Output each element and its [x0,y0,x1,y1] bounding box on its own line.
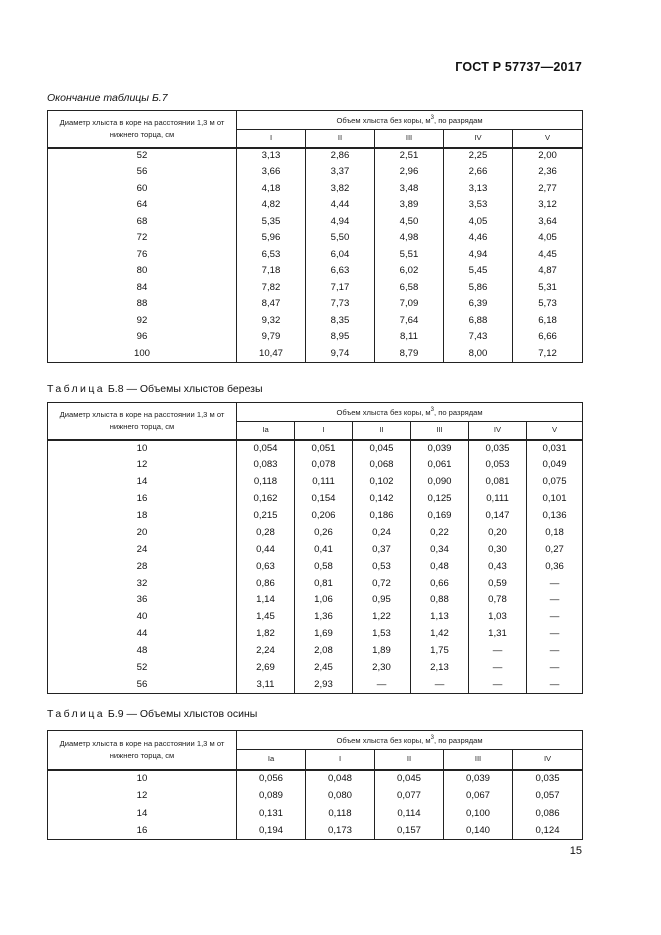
diameter-cell: 16 [48,490,237,507]
volume-cell: 4,94 [444,247,513,264]
volume-cell: 4,50 [375,214,444,231]
diameter-cell: 48 [48,643,237,660]
volume-cell: 0,124 [513,822,583,840]
table-row [48,592,583,609]
diameter-cell: 40 [48,609,237,626]
grade-column-header: I [237,130,306,148]
volume-cell: 0,186 [353,507,411,524]
volume-cell: 0,131 [237,805,306,823]
volume-cell: 1,75 [411,643,469,660]
diameter-cell: 88 [48,296,237,313]
volume-header-text: Объем хлыста без коры, м [336,116,431,126]
table-b8-caption [47,383,263,395]
volume-cell: 9,74 [306,346,375,363]
volume-cell: 7,64 [375,313,444,330]
volume-cell: 1,53 [353,626,411,643]
volume-header-suffix: , по разрядам [433,408,483,418]
volume-cell: 0,056 [237,770,306,788]
volume-cell: 2,24 [237,643,295,660]
volume-cell: 0,28 [237,524,295,541]
diameter-cell: 76 [48,247,237,264]
volume-cell: 1,06 [295,592,353,609]
volume-cell: 0,035 [469,440,527,457]
volume-cell: 1,42 [411,626,469,643]
table-b9-caption-label: Таблица [47,708,105,720]
table-row [48,296,583,313]
volume-header-suffix: , по разрядам [433,736,483,746]
volume-cell: 0,057 [513,787,583,805]
volume-cell: 6,53 [237,247,306,264]
grade-column-header: II [375,750,444,770]
table-row [48,609,583,626]
volume-cell: 0,089 [237,787,306,805]
volume-cell: 7,18 [237,263,306,280]
volume-cell: 0,086 [513,805,583,823]
volume-cell: 0,41 [295,541,353,558]
volume-cell: 0,140 [444,822,513,840]
volume-cell: 1,36 [295,609,353,626]
volume-cell: 3,89 [375,197,444,214]
volume-cell: 1,13 [411,609,469,626]
volume-cell: 5,51 [375,247,444,264]
volume-cell: 3,66 [237,164,306,181]
volume-cell: 6,58 [375,280,444,297]
volume-cell: 5,86 [444,280,513,297]
table-row [48,230,583,247]
volume-cell: 6,39 [444,296,513,313]
volume-cell: 2,08 [295,643,353,660]
volume-cell: 0,59 [469,575,527,592]
diameter-cell: 20 [48,524,237,541]
grade-column-header: II [306,130,375,148]
volume-cell: 0,36 [527,558,583,575]
volume-cell: 0,067 [444,787,513,805]
document-standard-number: ГОСТ Р 57737—2017 [455,60,582,74]
table-row [48,440,583,457]
volume-cell: 4,94 [306,214,375,231]
table-b8-caption-title: Б.8 — Объемы хлыстов березы [104,383,263,395]
volume-cell: 0,111 [295,473,353,490]
table-row [48,643,583,660]
diameter-cell: 10 [48,770,237,788]
grade-column-header: Ia [237,422,295,440]
diameter-cell: 84 [48,280,237,297]
volume-cell: 0,048 [306,770,375,788]
volume-cell: 2,30 [353,659,411,676]
volume-cell: 4,82 [237,197,306,214]
grade-column-header: III [444,750,513,770]
volume-cell: 3,53 [444,197,513,214]
volume-cell: 8,79 [375,346,444,363]
volume-cell: 10,47 [237,346,306,363]
volume-cell: 3,37 [306,164,375,181]
diameter-cell: 80 [48,263,237,280]
table-row [48,676,583,693]
table-row [48,263,583,280]
volume-cell: 5,31 [513,280,583,297]
volume-cell: 2,25 [444,148,513,165]
volume-cell: 0,118 [306,805,375,823]
volume-cell: 0,147 [469,507,527,524]
volume-cell: — [527,575,583,592]
table-row [48,541,583,558]
volume-cell: 0,035 [513,770,583,788]
volume-cell: 0,43 [469,558,527,575]
volume-cell: 8,47 [237,296,306,313]
diameter-cell: 56 [48,164,237,181]
grade-column-header: II [353,422,411,440]
volume-cell: 8,95 [306,329,375,346]
table-row [48,770,583,788]
volume-cell: 0,081 [469,473,527,490]
volume-cell: 0,154 [295,490,353,507]
diameter-cell: 28 [48,558,237,575]
diameter-column-header: Диаметр хлыста в коре на расстоянии 1,3 м от нижнего торца, см [48,111,237,148]
volume-cell: 6,63 [306,263,375,280]
volume-cell: 0,061 [411,456,469,473]
volume-cell: 0,27 [527,541,583,558]
volume-cell: 7,73 [306,296,375,313]
volume-cell: — [411,676,469,693]
volume-header-suffix: , по разрядам [433,116,483,126]
table-row [48,181,583,198]
volume-cell: — [527,626,583,643]
volume-header-unit-exponent: 3 [430,115,434,122]
diameter-cell: 52 [48,148,237,165]
diameter-cell: 14 [48,473,237,490]
grade-column-header: IV [469,422,527,440]
volume-cell: 1,14 [237,592,295,609]
diameter-cell: 92 [48,313,237,330]
volume-cell: 0,045 [353,440,411,457]
table-row [48,456,583,473]
volume-header-text: Объем хлыста без коры, м [336,736,431,746]
table-b8-caption-label: Таблица [47,383,105,395]
volume-cell: — [527,592,583,609]
table-row [48,507,583,524]
volume-cell: 8,00 [444,346,513,363]
volume-cell: 2,51 [375,148,444,165]
page-number: 15 [569,845,582,857]
diameter-cell: 24 [48,541,237,558]
volume-cell: 3,82 [306,181,375,198]
volume-cell: — [527,659,583,676]
volume-cell: 0,88 [411,592,469,609]
volume-cell: 4,18 [237,181,306,198]
table-row [48,787,583,805]
volume-cell: — [353,676,411,693]
volume-cell: 0,118 [237,473,295,490]
volume-cell: 5,35 [237,214,306,231]
volume-cell: 0,111 [469,490,527,507]
volume-cell: 4,05 [513,230,583,247]
volume-cell: 2,13 [411,659,469,676]
volume-cell: 5,73 [513,296,583,313]
volume-cell: 0,22 [411,524,469,541]
volume-cell: 1,45 [237,609,295,626]
volume-cell: 6,18 [513,313,583,330]
volume-cell: 0,102 [353,473,411,490]
volume-cell: 4,46 [444,230,513,247]
volume-cell: 4,87 [513,263,583,280]
table-row [48,313,583,330]
table-row [48,197,583,214]
volume-cell: 2,36 [513,164,583,181]
volume-cell: 7,17 [306,280,375,297]
volume-cell: 0,53 [353,558,411,575]
volume-cell: 0,051 [295,440,353,457]
volume-cell: 5,96 [237,230,306,247]
volume-cell: — [469,659,527,676]
volume-cell: 6,04 [306,247,375,264]
volume-cell: 0,63 [237,558,295,575]
table-row [48,626,583,643]
volume-cell: 0,86 [237,575,295,592]
volume-cell: 1,03 [469,609,527,626]
volume-cell: 0,194 [237,822,306,840]
volume-cell: — [527,643,583,660]
volume-cell: 0,78 [469,592,527,609]
volume-cell: 0,054 [237,440,295,457]
volume-cell: 2,66 [444,164,513,181]
diameter-cell: 44 [48,626,237,643]
table-row [48,164,583,181]
volume-cell: 0,48 [411,558,469,575]
diameter-cell: 68 [48,214,237,231]
diameter-cell: 56 [48,676,237,693]
diameter-cell: 100 [48,346,237,363]
diameter-cell: 14 [48,805,237,823]
volume-cell: 6,02 [375,263,444,280]
volume-cell: 0,30 [469,541,527,558]
table-row [48,346,583,363]
volume-cell: 0,142 [353,490,411,507]
table-b7-caption: Окончание таблицы Б.7 [47,92,168,104]
volume-column-header [237,403,583,422]
volume-cell: 0,031 [527,440,583,457]
table-row [48,659,583,676]
volume-cell: 1,22 [353,609,411,626]
volume-cell: 0,37 [353,541,411,558]
volume-cell: 0,58 [295,558,353,575]
volume-cell: 0,068 [353,456,411,473]
volume-cell: 7,82 [237,280,306,297]
table-row [48,473,583,490]
volume-cell: 2,86 [306,148,375,165]
volume-cell: 0,049 [527,456,583,473]
volume-cell: 1,89 [353,643,411,660]
volume-cell: 2,45 [295,659,353,676]
volume-cell: 0,080 [306,787,375,805]
volume-cell: 6,88 [444,313,513,330]
volume-cell: — [527,609,583,626]
table-row [48,524,583,541]
table-row [48,280,583,297]
diameter-cell: 52 [48,659,237,676]
table-b8 [47,402,583,694]
volume-cell: 0,083 [237,456,295,473]
diameter-cell: 60 [48,181,237,198]
volume-cell: 5,45 [444,263,513,280]
volume-cell: 0,173 [306,822,375,840]
volume-cell: 0,24 [353,524,411,541]
volume-cell: 0,72 [353,575,411,592]
volume-cell: 0,125 [411,490,469,507]
diameter-cell: 12 [48,787,237,805]
volume-cell: 2,69 [237,659,295,676]
grade-column-header: I [306,750,375,770]
volume-header-text: Объем хлыста без коры, м [336,408,431,418]
diameter-cell: 12 [48,456,237,473]
volume-cell: 0,075 [527,473,583,490]
table-row [48,214,583,231]
grade-column-header: V [527,422,583,440]
volume-cell: — [469,643,527,660]
volume-cell: 0,039 [444,770,513,788]
volume-cell: 0,215 [237,507,295,524]
volume-cell: 0,20 [469,524,527,541]
volume-cell: 2,93 [295,676,353,693]
table-b9 [47,730,583,840]
volume-cell: 4,45 [513,247,583,264]
diameter-cell: 36 [48,592,237,609]
grade-column-header: Ia [237,750,306,770]
diameter-cell: 96 [48,329,237,346]
volume-cell: 2,00 [513,148,583,165]
volume-cell: 7,43 [444,329,513,346]
volume-cell: 0,157 [375,822,444,840]
volume-header-unit-exponent: 3 [430,407,434,414]
volume-cell: 0,81 [295,575,353,592]
volume-cell: — [527,676,583,693]
volume-cell: 0,045 [375,770,444,788]
volume-cell: 3,12 [513,197,583,214]
volume-cell: 0,053 [469,456,527,473]
volume-cell: 0,26 [295,524,353,541]
volume-cell: 0,100 [444,805,513,823]
table-row [48,148,583,165]
volume-cell: 6,66 [513,329,583,346]
diameter-cell: 72 [48,230,237,247]
grade-column-header: IV [444,130,513,148]
table-row [48,490,583,507]
volume-cell: — [469,676,527,693]
table-b9-caption-title: Б.9 — Объемы хлыстов осины [104,708,258,720]
volume-cell: 0,18 [527,524,583,541]
table-row [48,247,583,264]
volume-cell: 9,79 [237,329,306,346]
volume-cell: 4,44 [306,197,375,214]
volume-cell: 1,69 [295,626,353,643]
volume-cell: 8,11 [375,329,444,346]
table-row [48,329,583,346]
volume-cell: 7,09 [375,296,444,313]
volume-header-unit-exponent: 3 [430,735,434,742]
volume-cell: 0,077 [375,787,444,805]
volume-cell: 1,82 [237,626,295,643]
volume-cell: 3,48 [375,181,444,198]
table-row [48,822,583,840]
table-b9-caption [47,708,257,720]
grade-column-header: III [411,422,469,440]
volume-cell: 0,95 [353,592,411,609]
table-b7 [47,110,583,363]
diameter-cell: 32 [48,575,237,592]
diameter-column-header: Диаметр хлыста в коре на расстоянии 1,3 м от нижнего торца, см [48,403,237,440]
diameter-cell: 16 [48,822,237,840]
volume-cell: 0,136 [527,507,583,524]
volume-cell: 0,162 [237,490,295,507]
volume-cell: 1,31 [469,626,527,643]
volume-cell: 0,090 [411,473,469,490]
volume-cell: 8,35 [306,313,375,330]
grade-column-header: V [513,130,583,148]
volume-cell: 0,44 [237,541,295,558]
table-row [48,558,583,575]
volume-cell: 2,77 [513,181,583,198]
volume-cell: 2,96 [375,164,444,181]
grade-column-header: I [295,422,353,440]
table-row [48,805,583,823]
volume-cell: 0,66 [411,575,469,592]
volume-cell: 9,32 [237,313,306,330]
volume-cell: 0,114 [375,805,444,823]
diameter-column-header: Диаметр хлыста в коре на расстоянии 1,3 м от нижнего торца, см [48,731,237,770]
volume-cell: 0,34 [411,541,469,558]
volume-cell: 3,13 [237,148,306,165]
grade-column-header: IV [513,750,583,770]
volume-column-header [237,731,583,750]
volume-cell: 3,64 [513,214,583,231]
volume-cell: 4,05 [444,214,513,231]
grade-column-header: III [375,130,444,148]
volume-cell: 3,13 [444,181,513,198]
diameter-cell: 18 [48,507,237,524]
volume-cell: 0,169 [411,507,469,524]
volume-cell: 7,12 [513,346,583,363]
volume-cell: 5,50 [306,230,375,247]
volume-cell: 3,11 [237,676,295,693]
volume-column-header [237,111,583,130]
volume-cell: 0,206 [295,507,353,524]
volume-cell: 0,101 [527,490,583,507]
diameter-cell: 64 [48,197,237,214]
volume-cell: 0,078 [295,456,353,473]
volume-cell: 4,98 [375,230,444,247]
table-row [48,575,583,592]
volume-cell: 0,039 [411,440,469,457]
diameter-cell: 10 [48,440,237,457]
